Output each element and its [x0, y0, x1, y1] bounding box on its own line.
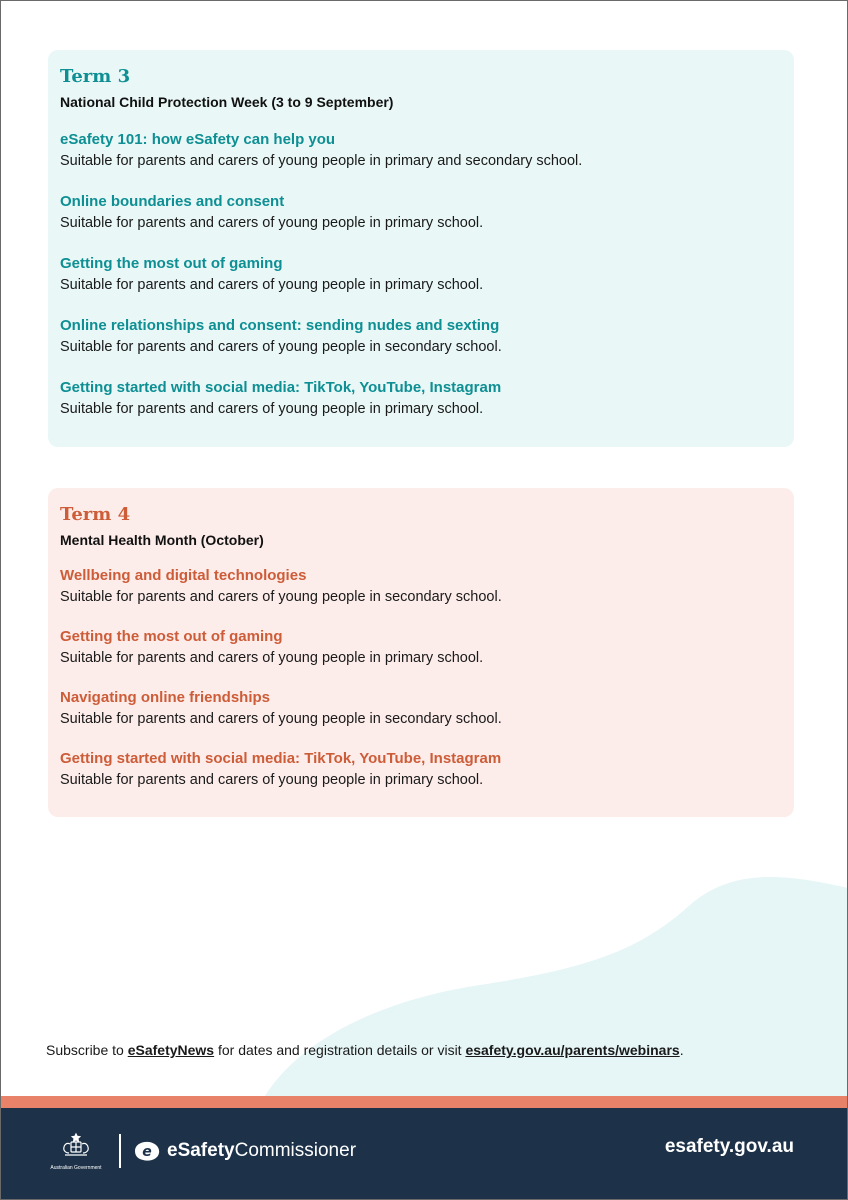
australian-government-crest-icon [59, 1132, 93, 1158]
webinar-item [60, 749, 782, 791]
logo-bold-text: eSafety [167, 1140, 235, 1161]
esafety-e-logo-icon [133, 1140, 161, 1162]
australian-government-logo [44, 1132, 108, 1178]
footer-website-link[interactable]: esafety.gov.au [664, 1136, 794, 1157]
term-4-card [48, 488, 794, 817]
webinar-description: Suitable for parents and carers of young people in primary and secondary school. [60, 153, 583, 169]
webinar-description: Suitable for parents and carers of young people in secondary school. [60, 589, 502, 605]
subscribe-middle: for dates and registration details or visit [214, 1042, 466, 1058]
webinar-title[interactable]: Wellbeing and digital technologies [60, 567, 307, 584]
webinar-title[interactable]: eSafety 101: how eSafety can help you [60, 131, 336, 148]
webinar-description: Suitable for parents and carers of young people in primary school. [60, 401, 484, 417]
term-3-title: Term 3 [60, 66, 131, 87]
webinar-title[interactable]: Getting the most out of gaming [60, 255, 283, 272]
svg-text:e: e [142, 1144, 152, 1160]
webinar-item [60, 688, 782, 730]
webinar-item [60, 566, 782, 608]
webinar-title[interactable]: Navigating online friendships [60, 689, 271, 706]
term-3-event: National Child Protection Week (3 to 9 September) [60, 94, 394, 110]
webinar-item [60, 254, 782, 296]
term-3-card [48, 50, 794, 447]
webinar-title[interactable]: Online relationships and consent: sending nudes and sexting [60, 317, 500, 334]
footer-stripe [0, 1096, 848, 1108]
webinar-title[interactable]: Getting the most out of gaming [60, 628, 283, 645]
webinar-item [60, 378, 782, 420]
webinar-title[interactable]: Online boundaries and consent [60, 193, 285, 210]
webinar-description: Suitable for parents and carers of young people in primary school. [60, 650, 484, 666]
esafety-commissioner-wordmark [167, 1140, 356, 1162]
webinar-description: Suitable for parents and carers of young people in primary school. [60, 772, 484, 788]
esafetynews-link[interactable]: eSafetyNews [127, 1042, 215, 1058]
subscribe-suffix: . [679, 1042, 684, 1058]
webinar-description: Suitable for parents and carers of young people in secondary school. [60, 339, 502, 355]
subscribe-prefix: Subscribe to [46, 1042, 128, 1058]
term-4-title: Term 4 [60, 504, 131, 525]
webinar-title[interactable]: Getting started with social media: TikTok, YouTube, Instagram [60, 750, 502, 767]
australian-government-label: Australian Government [50, 1165, 102, 1171]
webinar-item [60, 130, 782, 172]
webinar-item [60, 192, 782, 234]
logo-divider [119, 1134, 121, 1168]
footer [0, 1108, 848, 1200]
webinar-description: Suitable for parents and carers of young people in secondary school. [60, 711, 502, 727]
esafety-commissioner-logo[interactable] [133, 1138, 356, 1164]
webinar-description: Suitable for parents and carers of young people in primary school. [60, 215, 484, 231]
webinar-title[interactable]: Getting started with social media: TikTok, YouTube, Instagram [60, 379, 502, 396]
subscribe-text [46, 1042, 684, 1058]
term-4-event: Mental Health Month (October) [60, 532, 264, 548]
logo-regular-text: Commissioner [234, 1140, 357, 1161]
webinar-item [60, 627, 782, 669]
webinar-item [60, 316, 782, 358]
webinar-description: Suitable for parents and carers of young people in primary school. [60, 277, 484, 293]
webinars-link[interactable]: esafety.gov.au/parents/webinars [465, 1042, 680, 1058]
